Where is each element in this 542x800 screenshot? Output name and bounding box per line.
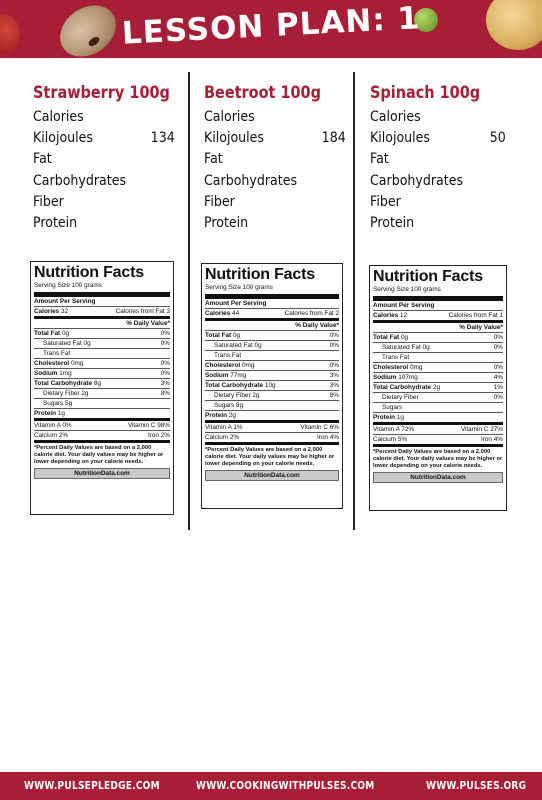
nutrient-line bbox=[373, 353, 503, 363]
nutrient-line-amount: 0g bbox=[83, 340, 91, 347]
nutrient-line bbox=[373, 373, 503, 383]
serving-size: Serving Size 100 grams bbox=[205, 283, 339, 299]
vitamin-a-cell bbox=[34, 421, 72, 430]
nutrient-line-amount: 10g bbox=[264, 382, 276, 389]
nutrient-line-label: Saturated Fat bbox=[382, 344, 421, 351]
calcium-label: Calcium bbox=[205, 434, 229, 441]
daily-value-footnote: *Percent Daily Values are based on a 2,000 calorie diet. Your daily values may be higher or lower depending on your calorie needs. bbox=[205, 447, 335, 467]
vitamin-c-dv: 27% bbox=[490, 426, 503, 433]
iron-dv: 4% bbox=[493, 436, 503, 443]
nutrient-label: Fiber bbox=[370, 193, 401, 210]
nutrient-line-cell bbox=[34, 369, 72, 378]
vitamin-row bbox=[205, 423, 339, 433]
nutrient-row bbox=[204, 192, 346, 213]
nutrient-line-dv: 8% bbox=[160, 390, 170, 397]
nutrient-line-label: Cholesterol bbox=[205, 362, 241, 369]
nutrient-line-amount: 77mg bbox=[230, 372, 247, 379]
nutrient-label: Carbohydrates bbox=[370, 172, 464, 189]
vitamin-c-cell bbox=[461, 425, 503, 434]
calcium-cell bbox=[373, 435, 407, 444]
nutrient-line bbox=[34, 369, 170, 379]
pulsepledge-link[interactable]: WWW.PULSEPLEDGE.COM bbox=[24, 779, 160, 792]
nutrient-line bbox=[34, 399, 170, 409]
nutrient-line-cell bbox=[34, 339, 91, 348]
nutrient-line-dv: 0% bbox=[493, 344, 503, 351]
calories-cell bbox=[373, 311, 407, 320]
nutrient-row bbox=[33, 107, 175, 128]
nutrient-label: Calories bbox=[204, 109, 255, 125]
iron-label: Iron bbox=[316, 434, 328, 441]
nutrient-line-cell bbox=[205, 341, 262, 350]
column-divider bbox=[188, 72, 190, 530]
nutrient-line-label: Protein bbox=[205, 412, 228, 419]
nutrient-line bbox=[34, 329, 170, 339]
nutrient-line-label: Cholesterol bbox=[34, 360, 70, 367]
vitamin-a-dv: 1% bbox=[233, 424, 243, 431]
nutrient-line-amount: 2g bbox=[228, 412, 236, 419]
nutrient-line-cell bbox=[373, 403, 402, 412]
nutrient-line-label: Total Carbohydrate bbox=[205, 382, 264, 389]
nutrient-line-label: Trans Fat bbox=[43, 350, 71, 357]
calories-value: 12 bbox=[400, 312, 408, 319]
nutrient-value: 50 bbox=[489, 130, 506, 147]
daily-value-footnote: *Percent Daily Values are based on a 2,000 calorie diet. Your daily values may be higher or lower depending on your calorie needs. bbox=[34, 445, 164, 465]
nutrient-line-cell bbox=[205, 391, 259, 400]
page-title: LESSON PLAN: 1 bbox=[121, 0, 421, 52]
nutritiondata-site: NutritionData.com bbox=[34, 468, 170, 479]
nutrient-line-dv: 0% bbox=[329, 332, 339, 339]
vitamin-c-cell bbox=[128, 421, 170, 430]
iron-cell bbox=[481, 435, 503, 444]
iron-dv: 2% bbox=[160, 432, 170, 439]
nutrient-line-amount: 8g bbox=[93, 380, 102, 387]
nutrient-line-amount: 0g bbox=[61, 330, 70, 337]
nutrient-label: Protein bbox=[370, 215, 415, 232]
nutrient-line bbox=[373, 403, 503, 413]
food-heading: Spinach 100g bbox=[370, 83, 481, 103]
nutrient-line-label: Dietary Fiber bbox=[382, 394, 419, 401]
nutrient-line-label: Total Carbohydrate bbox=[34, 380, 93, 387]
nutrient-line-cell bbox=[34, 329, 69, 338]
nutrient-line-cell bbox=[205, 411, 236, 420]
nutrient-value: 184 bbox=[321, 130, 346, 147]
nutrient-row bbox=[370, 213, 506, 234]
amount-per-serving-label: Amount Per Serving bbox=[205, 300, 267, 307]
nutrient-line-cell bbox=[34, 409, 65, 418]
vitamin-c-label: Vitamin C bbox=[127, 422, 156, 429]
nutrient-label: Fiber bbox=[33, 193, 64, 210]
nutrient-line bbox=[373, 333, 503, 343]
nutrient-line-cell bbox=[34, 359, 83, 368]
nutrient-line bbox=[373, 343, 503, 353]
calories-label: Calories bbox=[205, 310, 231, 317]
nutrient-line-amount: 0mg bbox=[241, 362, 255, 369]
nutrient-row bbox=[33, 213, 175, 234]
nutrient-line-dv: 0% bbox=[160, 360, 170, 367]
nutrition-facts-label-spinach bbox=[369, 265, 507, 511]
nutritiondata-site: NutritionData.com bbox=[373, 472, 503, 483]
nutrient-line-label: Sodium bbox=[34, 370, 58, 377]
nutrient-label: Protein bbox=[33, 215, 78, 232]
nutrient-line bbox=[205, 381, 339, 391]
calories-row bbox=[373, 311, 503, 323]
amount-per-serving-label: Amount Per Serving bbox=[34, 298, 96, 305]
nutrient-line bbox=[205, 341, 339, 351]
vitamin-row bbox=[373, 425, 503, 435]
nutrient-line-dv: 3% bbox=[329, 372, 339, 379]
nutrient-row bbox=[370, 171, 506, 192]
nutrient-row bbox=[370, 192, 506, 213]
nutrient-line bbox=[34, 409, 170, 421]
nutrient-label: Fat bbox=[33, 151, 52, 168]
serving-size: Serving Size 100 grams bbox=[34, 281, 170, 297]
nutrient-row bbox=[204, 107, 346, 128]
food-heading: Beetroot 100g bbox=[204, 83, 321, 103]
nutrient-line-cell bbox=[34, 379, 101, 388]
nutrient-row bbox=[33, 192, 175, 213]
nutrient-line-dv: 0% bbox=[493, 394, 503, 401]
calories-label: Calories bbox=[34, 308, 60, 315]
nutrient-line bbox=[205, 361, 339, 371]
nutrient-line bbox=[34, 359, 170, 369]
nutrient-row bbox=[33, 128, 175, 149]
nutrient-line-amount: 0mg bbox=[409, 364, 423, 371]
calories-cell bbox=[34, 307, 68, 316]
cookingwithpulses-link[interactable]: WWW.COOKINGWITHPULSES.COM bbox=[196, 779, 375, 792]
nutrient-line-label: Saturated Fat bbox=[43, 340, 82, 347]
nutrient-line-label: Dietary Fiber bbox=[214, 392, 251, 399]
nutrient-row bbox=[204, 149, 346, 170]
nutrient-line-label: Saturated Fat bbox=[214, 342, 253, 349]
iron-label: Iron bbox=[480, 436, 492, 443]
nutrient-label: Protein bbox=[204, 215, 249, 232]
nutrient-label: Fiber bbox=[204, 193, 235, 210]
nutrient-line-amount: 8g bbox=[236, 402, 244, 409]
nutrient-row bbox=[204, 128, 346, 149]
calcium-label: Calcium bbox=[34, 432, 58, 439]
nutrient-line-cell bbox=[373, 353, 409, 362]
iron-label: Iron bbox=[147, 432, 159, 439]
nutrient-line-amount: 0g bbox=[400, 334, 409, 341]
nutrient-line-dv: 1% bbox=[493, 384, 503, 391]
footer-banner bbox=[0, 772, 542, 800]
nutrition-facts-title: Nutrition Facts bbox=[205, 266, 315, 283]
nutrient-line-label: Trans Fat bbox=[214, 352, 242, 359]
nutrient-line-cell bbox=[373, 413, 404, 422]
nutrient-label: Kilojoules bbox=[370, 130, 430, 147]
column-divider bbox=[353, 72, 355, 530]
iron-cell bbox=[317, 433, 339, 442]
nutrient-row bbox=[33, 149, 175, 170]
vitamin-a-cell bbox=[373, 425, 414, 434]
nutrient-line-label: Total Fat bbox=[205, 332, 232, 339]
nutrient-label: Fat bbox=[370, 151, 389, 168]
calories-value: 44 bbox=[232, 310, 240, 317]
daily-value-header: % Daily Value* bbox=[34, 319, 170, 329]
iron-cell bbox=[148, 431, 170, 440]
calcium-cell bbox=[34, 431, 68, 440]
nutrient-line bbox=[34, 379, 170, 389]
nutrient-label: Kilojoules bbox=[204, 130, 264, 147]
nutrient-line-cell bbox=[34, 399, 72, 408]
iron-dv: 4% bbox=[329, 434, 339, 441]
nutrient-line bbox=[34, 339, 170, 349]
nutrient-line-amount: 2g bbox=[252, 392, 260, 399]
calories-row bbox=[34, 307, 170, 319]
vitamin-a-label: Vitamin A bbox=[34, 422, 61, 429]
vitamin-c-label: Vitamin C bbox=[300, 424, 328, 431]
nutrient-line-dv: 8% bbox=[329, 392, 339, 399]
nutrient-line bbox=[205, 401, 339, 411]
nutrient-label: Fat bbox=[204, 151, 223, 168]
nutrient-row bbox=[370, 149, 506, 170]
nutrient-line-cell bbox=[205, 361, 254, 370]
nutrition-facts-label-strawberry bbox=[30, 261, 174, 515]
nutrient-line-amount: 0g bbox=[422, 344, 430, 351]
nutrient-line-dv: 0% bbox=[493, 364, 503, 371]
nutrient-line-dv: 0% bbox=[493, 334, 503, 341]
vitamin-c-cell bbox=[300, 423, 339, 432]
amount-per-serving-label: Amount Per Serving bbox=[373, 302, 435, 309]
nutrient-row bbox=[33, 171, 175, 192]
mineral-row bbox=[373, 435, 503, 447]
header-banner bbox=[0, 0, 542, 58]
calories-cell bbox=[205, 309, 239, 318]
nutrient-line-dv: 0% bbox=[160, 330, 170, 337]
vitamin-a-label: Vitamin A bbox=[205, 424, 232, 431]
nutrient-line-dv: 3% bbox=[160, 380, 170, 387]
nutrient-line-cell bbox=[34, 349, 70, 358]
daily-value-header: % Daily Value* bbox=[373, 323, 503, 333]
nutrition-facts-title: Nutrition Facts bbox=[34, 264, 144, 281]
nutrition-facts-label-beetroot bbox=[201, 263, 343, 509]
nutrient-line-cell bbox=[373, 363, 422, 372]
nutrient-line-cell bbox=[205, 401, 243, 410]
vitamin-row bbox=[34, 421, 170, 431]
vitamin-a-label: Vitamin A bbox=[373, 426, 400, 433]
nutrient-line-cell bbox=[373, 333, 408, 342]
nutrition-facts-title: Nutrition Facts bbox=[373, 268, 483, 285]
nutrient-line-dv: 4% bbox=[493, 374, 503, 381]
nutrient-label: Carbohydrates bbox=[33, 172, 127, 189]
nutrient-line-cell bbox=[205, 371, 246, 380]
vitamin-c-label: Vitamin C bbox=[460, 426, 489, 433]
nutrient-line-label: Protein bbox=[373, 414, 396, 421]
nutrient-line-label: Sugars bbox=[43, 400, 64, 407]
mineral-row bbox=[205, 433, 339, 445]
vitamin-a-cell bbox=[205, 423, 243, 432]
nutrient-row bbox=[370, 128, 506, 149]
calcium-dv: 5% bbox=[397, 436, 408, 443]
nutrient-line-label: Protein bbox=[34, 410, 57, 417]
pulses-org-link[interactable]: WWW.PULSES.ORG bbox=[426, 779, 527, 792]
vitamin-a-dv: 72% bbox=[401, 426, 415, 433]
vitamin-c-dv: 6% bbox=[329, 424, 339, 431]
nutrient-line bbox=[205, 331, 339, 341]
nutrient-line-amount: 0g bbox=[254, 342, 262, 349]
nutrient-line-amount: 0g bbox=[232, 332, 241, 339]
nutrient-line bbox=[34, 389, 170, 399]
nutrient-line bbox=[373, 413, 503, 425]
nutrient-line bbox=[205, 351, 339, 361]
amount-per-serving bbox=[205, 299, 339, 309]
nutrient-line-label: Dietary Fiber bbox=[43, 390, 80, 397]
amount-per-serving bbox=[34, 297, 170, 307]
daily-value-footnote: *Percent Daily Values are based on a 2,000 calorie diet. Your daily values may be higher or lower depending on your calorie needs. bbox=[373, 449, 503, 469]
calories-label: Calories bbox=[373, 312, 399, 319]
calories-row bbox=[205, 309, 339, 321]
nutrient-line-label: Sodium bbox=[373, 374, 397, 381]
nutrient-line-label: Total Fat bbox=[373, 334, 400, 341]
nutrient-line bbox=[34, 349, 170, 359]
calories-from-fat: Calories from Fat 2 bbox=[284, 310, 339, 317]
nutrient-line-cell bbox=[34, 389, 88, 398]
nutrient-line bbox=[205, 391, 339, 401]
nutrient-line-amount: 5g bbox=[65, 400, 73, 407]
nutrient-line-cell bbox=[373, 383, 440, 392]
nutrient-line-dv: 0% bbox=[160, 340, 170, 347]
nutrient-label: Calories bbox=[370, 109, 421, 125]
calcium-label: Calcium bbox=[373, 436, 397, 443]
nutrient-label: Carbohydrates bbox=[204, 172, 298, 189]
nutrient-line-cell bbox=[373, 393, 419, 402]
nutrient-row bbox=[204, 213, 346, 234]
nutrient-line-amount: 1mg bbox=[59, 370, 72, 377]
nutrient-line-amount: 2g bbox=[432, 384, 441, 391]
nutrient-line-amount: 107mg bbox=[398, 374, 418, 381]
daily-value-header: % Daily Value* bbox=[205, 321, 339, 331]
nutrient-line-label: Trans Fat bbox=[382, 354, 410, 361]
nutrient-line-amount: 0mg bbox=[70, 360, 84, 367]
nutrient-value: 134 bbox=[150, 130, 175, 147]
nutrient-line-amount: 2g bbox=[81, 390, 89, 397]
nutrient-line-cell bbox=[205, 331, 240, 340]
calcium-dv: 2% bbox=[229, 434, 240, 441]
nutrient-line-label: Sugars bbox=[214, 402, 235, 409]
amount-per-serving bbox=[373, 301, 503, 311]
nutrient-line-amount: 1g bbox=[57, 410, 65, 417]
nutrient-line-amount: 1g bbox=[396, 414, 404, 421]
nutrient-line-dv: 0% bbox=[329, 342, 339, 349]
nutrient-line-cell bbox=[373, 343, 430, 352]
nutrient-row bbox=[204, 171, 346, 192]
nutrient-line-label: Cholesterol bbox=[373, 364, 409, 371]
nutrient-row bbox=[370, 107, 506, 128]
nutrient-label: Kilojoules bbox=[33, 130, 93, 147]
nutrient-line-cell bbox=[205, 381, 276, 390]
serving-size: Serving Size 100 grams bbox=[373, 285, 503, 301]
nutrient-line-label: Sodium bbox=[205, 372, 229, 379]
calcium-dv: 2% bbox=[58, 432, 69, 439]
nutrient-line bbox=[373, 363, 503, 373]
vitamin-a-dv: 0% bbox=[62, 422, 72, 429]
vitamin-c-dv: 98% bbox=[157, 422, 170, 429]
nutrient-line-dv: 3% bbox=[329, 382, 339, 389]
nutrient-line-cell bbox=[373, 373, 418, 382]
calories-value: 32 bbox=[61, 308, 69, 315]
calcium-cell bbox=[205, 433, 239, 442]
food-heading: Strawberry 100g bbox=[33, 83, 170, 103]
nutrient-line-label: Sugars bbox=[382, 404, 403, 411]
mineral-row bbox=[34, 431, 170, 443]
calories-from-fat: Calories from Fat 1 bbox=[448, 312, 503, 319]
nutrient-line bbox=[373, 393, 503, 403]
nutrient-label: Calories bbox=[33, 109, 84, 125]
nutrient-line-dv: 0% bbox=[329, 362, 339, 369]
calories-from-fat: Calories from Fat 3 bbox=[115, 308, 170, 315]
nutrient-line bbox=[205, 371, 339, 381]
nutritiondata-site: NutritionData.com bbox=[205, 470, 339, 481]
nutrient-line-dv: 0% bbox=[160, 370, 170, 377]
nutrient-line bbox=[373, 383, 503, 393]
nutrient-line-label: Total Carbohydrate bbox=[373, 384, 432, 391]
nutrient-line-cell bbox=[205, 351, 241, 360]
nutrient-line-label: Total Fat bbox=[34, 330, 61, 337]
nutrient-line bbox=[205, 411, 339, 423]
